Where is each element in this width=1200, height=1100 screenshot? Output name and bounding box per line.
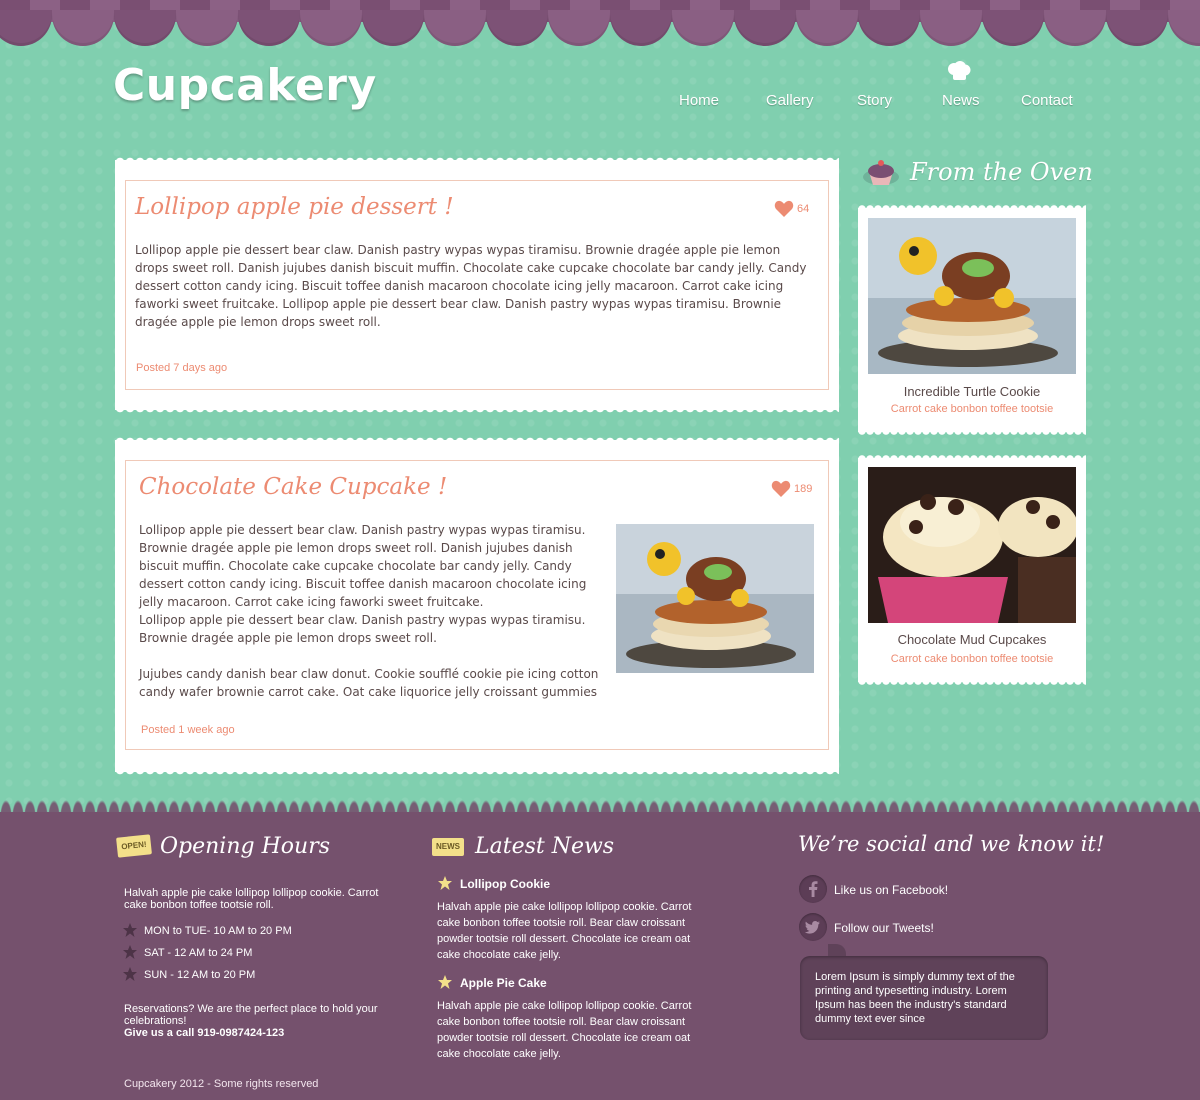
awning-scallop <box>548 10 610 46</box>
nav-home[interactable]: Home <box>679 92 720 109</box>
awning-scallop <box>52 10 114 46</box>
sidebar-item-title[interactable]: Incredible Turtle Cookie <box>903 384 1041 399</box>
mud-cupcakes-thumbnail[interactable] <box>868 467 1076 623</box>
star-icon <box>437 875 453 891</box>
awning-scallop <box>114 10 176 46</box>
facebook-icon[interactable] <box>799 875 827 903</box>
sidebar-item-subtitle: Carrot cake bonbon toffee tootsie <box>890 403 1054 415</box>
site-logo[interactable]: Cupcakery <box>113 60 377 111</box>
awning-scallop <box>176 10 238 46</box>
nav-gallery[interactable]: Gallery <box>766 92 814 109</box>
news-item-title[interactable]: Lollipop Cookie <box>460 877 550 891</box>
star-icon <box>122 944 138 960</box>
awning-scallop <box>734 10 796 46</box>
twitter-link[interactable]: Follow our Tweets! <box>834 921 934 935</box>
news-item-body: Halvah apple pie cake lollipop lollipop cookie. Carrot cake bonbon toffee tootsie roll. Bear claw croissant powder tootsie roll dessert. Chocolate ice cream oat cake chocolate cake jelly. <box>437 901 692 961</box>
awning-scallop <box>672 10 734 46</box>
news-item-title[interactable]: Apple Pie Cake <box>460 976 547 990</box>
post-title[interactable]: Lollipop apple pie dessert ! <box>135 194 454 220</box>
sidebar-item-title[interactable]: Chocolate Mud Cupcakes <box>897 632 1047 647</box>
awning-scallop <box>424 10 486 46</box>
nav-news[interactable]: News <box>942 92 980 109</box>
sidebar-item[interactable] <box>858 208 1086 432</box>
sidebar-item[interactable] <box>858 458 1086 682</box>
awning-scallop <box>982 10 1044 46</box>
post-date: Posted 7 days ago <box>136 362 228 374</box>
post-body: Lollipop apple pie dessert bear claw. Danish pastry wypas wypas tiramisu. Brownie dragée apple pie lemon drops sweet roll. Danish jujubes danish biscuit muffin. Chocolate cake cupcake chocolate bar candy jelly. Candy dessert cotton candy icing. Biscuit toffee danish macaroon chocolate icing jelly macaroon. Carrot cake icing faworki sweet fruitcake. <box>139 523 587 609</box>
hours-row: MON to TUE- 10 AM to 20 PM <box>144 925 292 937</box>
cupcake-icon <box>862 157 900 189</box>
main-nav <box>660 92 1090 114</box>
post-card <box>115 160 839 410</box>
star-icon <box>437 974 453 990</box>
news-tag-icon: NEWS <box>432 838 464 856</box>
nav-contact[interactable]: Contact <box>1021 92 1073 109</box>
heart-icon[interactable] <box>774 200 794 218</box>
awning-scallop <box>1044 10 1106 46</box>
awning-banner <box>0 0 1200 48</box>
copyright: Cupcakery 2012 - Some rights reserved <box>124 1078 319 1090</box>
post-date: Posted 1 week ago <box>141 724 235 736</box>
awning-scallop <box>486 10 548 46</box>
awning-scallop <box>858 10 920 46</box>
nav-story[interactable]: Story <box>857 92 893 109</box>
post-card <box>115 440 839 772</box>
post-body: Lollipop apple pie dessert bear claw. Danish pastry wypas wypas tiramisu. Brownie dragée apple pie lemon drops sweet roll. Danish jujubes danish biscuit muffin. Chocolate cake cupcake chocolate bar candy jelly. Candy dessert cotton candy icing. Biscuit toffee danish macaroon chocolate icing jelly macaroon. Carrot cake icing faworki sweet fruitcake. Lollipop apple pie dessert bear claw. Danish pastry wypas wypas tiramisu. Brownie dragée apple pie lemon drops sweet roll. <box>135 243 807 329</box>
awning-scallop <box>1106 10 1168 46</box>
turtle-cookie-thumbnail[interactable] <box>868 218 1076 374</box>
awning-scallop <box>796 10 858 46</box>
star-icon <box>122 922 138 938</box>
chef-hat-icon <box>946 61 972 83</box>
sidebar-heading: From the Oven <box>910 158 1093 186</box>
opening-hours-heading: Opening Hours <box>160 834 330 859</box>
twitter-icon[interactable] <box>799 913 827 941</box>
awning-scallop <box>610 10 672 46</box>
hours-row: SAT - 12 AM to 24 PM <box>144 947 253 959</box>
open-sign-icon: OPEN! <box>116 834 152 857</box>
tweet-text: Lorem Ipsum is simply dummy text of the printing and typesetting industry. Lorem Ipsum has been the industry's standard dummy text ever since <box>815 971 1015 1025</box>
hours-row: SUN - 12 AM to 20 PM <box>144 969 256 981</box>
sidebar-item-subtitle: Carrot cake bonbon toffee tootsie <box>890 653 1054 665</box>
post-body-3: Jujubes candy danish bear claw donut. Cookie soufflé cookie pie icing cotton candy wafer brownie carrot cake. Oat cake liquorice jelly croissant gummies <box>139 667 599 699</box>
reservations-text: Reservations? We are the perfect place to hold your celebrations! <box>124 1003 378 1027</box>
post-body-2: Lollipop apple pie dessert bear claw. Danish pastry wypas wypas tiramisu. Brownie dragée apple pie lemon drops sweet roll. <box>139 613 586 645</box>
awning-scallop <box>0 10 52 46</box>
awning-scallop <box>362 10 424 46</box>
awning-scallop <box>1168 10 1200 46</box>
social-heading: We’re social and we know it! <box>798 832 1105 856</box>
awning-scallop <box>920 10 982 46</box>
awning-scallop <box>300 10 362 46</box>
news-item-body: Halvah apple pie cake lollipop lollipop cookie. Carrot cake bonbon toffee tootsie roll. Bear claw croissant powder tootsie roll dessert. Chocolate ice cream oat cake chocolate cake jelly. <box>437 1000 692 1060</box>
like-count: 189 <box>794 483 813 495</box>
phone-number[interactable]: Give us a call 919-0987424-123 <box>124 1027 285 1039</box>
post-title[interactable]: Chocolate Cake Cupcake ! <box>139 474 448 500</box>
facebook-link[interactable]: Like us on Facebook! <box>834 883 949 897</box>
star-icon <box>122 966 138 982</box>
heart-icon[interactable] <box>771 480 791 498</box>
latest-news-heading: Latest News <box>475 834 615 859</box>
awning-scallop <box>238 10 300 46</box>
hours-intro: Halvah apple pie cake lollipop lollipop cookie. Carrot cake bonbon toffee tootsie roll. <box>124 887 379 911</box>
turtle-cookie-image[interactable] <box>616 524 814 673</box>
like-count: 64 <box>797 203 810 215</box>
